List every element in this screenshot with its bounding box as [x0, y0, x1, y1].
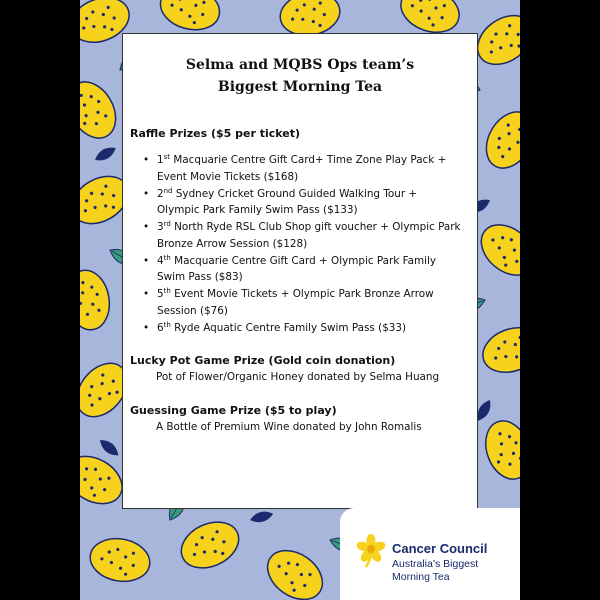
prize-ordinal-suffix: th: [163, 253, 171, 262]
page-title: [123, 54, 477, 98]
prize-ordinal-suffix: th: [163, 287, 171, 295]
prize-text-line-1: Ryde Aquatic Centre Family Swim Pass ($33): [170, 321, 407, 334]
prize-text-line-2: Session ($76): [157, 304, 228, 317]
logo-subtitle: [392, 558, 478, 584]
cancer-council-logo: [340, 508, 520, 600]
prize-ordinal: 4: [157, 254, 164, 267]
bullet-icon: •: [143, 254, 150, 267]
prize-ordinal-suffix: nd: [163, 186, 173, 195]
prize-text-line-2: Bronze Arrow Session ($128): [157, 237, 308, 250]
raffle-prize-item: [143, 286, 473, 319]
prize-ordinal: 3: [157, 221, 164, 233]
bullet-icon: •: [143, 221, 150, 233]
guessing-heading: Guessing Game Prize ($5 to play): [130, 404, 337, 417]
logo-subtitle-line-2: Morning Tea: [392, 571, 450, 583]
prize-ordinal-suffix: st: [163, 153, 171, 161]
raffle-prize-list: [143, 152, 473, 337]
prize-text-line-2: Event Movie Tickets ($168): [157, 170, 299, 183]
prize-ordinal: 5: [157, 288, 164, 300]
poster: [80, 0, 520, 600]
prize-ordinal: 6: [157, 321, 164, 334]
raffle-prize-item: [143, 152, 473, 185]
logo-name: Cancer Council: [392, 541, 488, 556]
prize-ordinal-suffix: rd: [163, 220, 171, 228]
bullet-icon: •: [143, 187, 150, 200]
bullet-icon: •: [143, 288, 150, 300]
raffle-prize-item: [143, 186, 473, 219]
prize-text-line-1: Macquarie Centre Gift Card+ Time Zone Play Pack +: [170, 154, 447, 166]
guessing-detail: A Bottle of Premium Wine donated by John Romalis: [156, 421, 422, 433]
prize-text-line-1: Event Movie Tickets + Olympic Park Bronze Arrow: [170, 288, 434, 300]
prize-text-line-2: Olympic Park Family Swim Pass ($133): [157, 204, 358, 216]
prize-ordinal: 2: [157, 187, 164, 200]
daffodil-icon: [354, 534, 388, 568]
prize-text-line-1: Sydney Cricket Ground Guided Walking Tour +: [172, 187, 418, 200]
prize-ordinal-suffix: th: [163, 320, 171, 329]
bullet-icon: •: [143, 321, 150, 334]
raffle-prize-item: [143, 320, 473, 337]
lucky-pot-detail: Pot of Flower/Organic Honey donated by Selma Huang: [156, 371, 440, 383]
prize-text-line-1: Macquarie Centre Gift Card + Olympic Park Family: [170, 254, 437, 267]
prize-card: [122, 33, 478, 509]
prize-text-line-2: Swim Pass ($83): [157, 271, 243, 283]
lucky-pot-heading: Lucky Pot Game Prize (Gold coin donation): [130, 354, 396, 367]
title-line-2: Biggest Morning Tea: [217, 79, 383, 95]
bullet-icon: •: [143, 154, 150, 166]
logo-subtitle-line-1: Australia’s Biggest: [392, 558, 479, 570]
title-line-1: Selma and MQBS Ops team’s: [185, 57, 415, 73]
prize-text-line-1: North Ryde RSL Club Shop gift voucher + Olympic Park: [170, 221, 461, 233]
raffle-prize-item: [143, 219, 473, 252]
raffle-heading: Raffle Prizes ($5 per ticket): [130, 127, 301, 140]
raffle-prize-item: [143, 253, 473, 286]
prize-ordinal: 1: [157, 154, 164, 166]
